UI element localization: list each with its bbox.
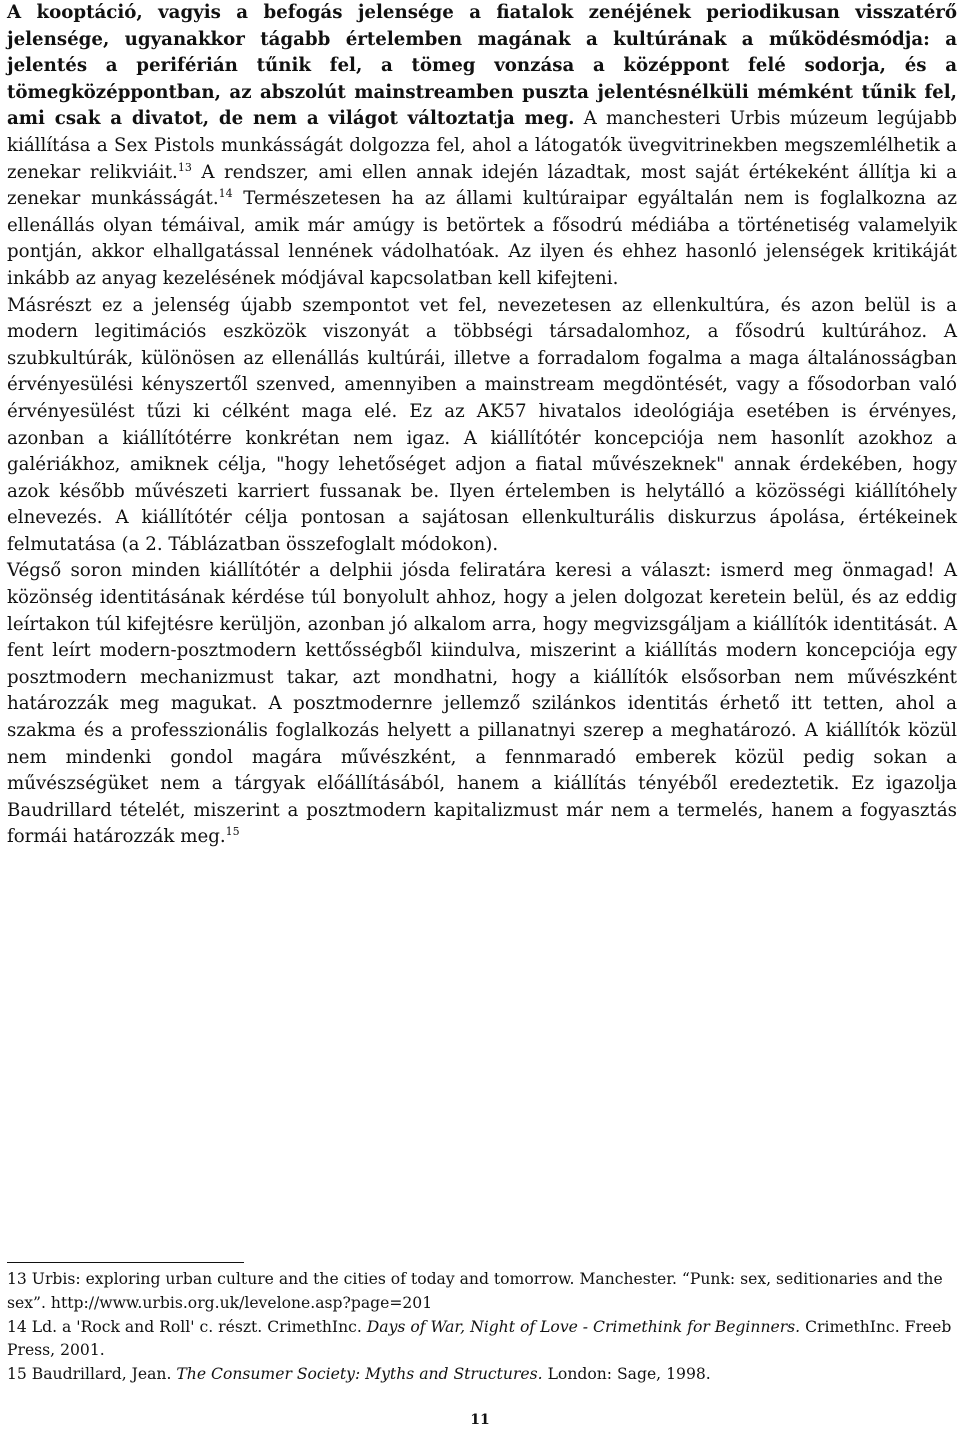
footnote-14 bbox=[7, 1316, 957, 1364]
paragraph-2 bbox=[7, 293, 957, 559]
footnote-14-pre: 14 Ld. a 'Rock and Roll' c. részt. CrimethInc. bbox=[7, 1317, 367, 1336]
footnotes bbox=[7, 1268, 957, 1387]
footnote-13-text: 13 Urbis: exploring urban culture and the cities of today and tomorrow. Manchester. “Punk: sex, seditionaries and the sex”. http://www.urbis.org.uk/levelone.asp?page=201 bbox=[7, 1270, 943, 1312]
footnote-ref-14[interactable]: 14 bbox=[218, 187, 233, 201]
paragraph-3-text: Végső soron minden kiállítótér a delphii jósda feliratára keresi a választ: ismerd meg önmagad! A közönség identitásának kérdése túl bonyolult ahhoz, hogy a jelen dolgozat keretein belül, és az eddig leírtakon túl kifejtésre kerüljön, azonban jó alkalom arra, hogy megvizsgáljam a kiállítók identitását. A fent leírt modern-posztmodern kettősségből kiindulva, miszerint a kiállítás modern koncepciója egy posztmodern mechanizmust takar, azt mondhatni, hogy a kiállítók elsősorban nem művészként határozzák meg magukat. A posztmodernre jellemző szilánkos identitás érhető itt tetten, ahol a szakma és a professzionális foglalkozás helyett a pillanatnyi szerep a meghatározó. A kiállítók közül nem mindenki gondol magára művészként, a fennmaradó emberek közül pedig sokan a művészségüket nem a tárgyak előállításából, hanem a kiállítás tényéből eredeztetik. Ez igazolja Baudrillard tételét, miszerint a posztmodern kapitalizmust már nem a termelés, hanem a fogyasztás formái határozzák meg. bbox=[7, 560, 957, 848]
paragraph-1-text-b: A rendszer, ami ellen annak idején lázadtak, most saját értékeként állítja ki a zenekar munkásságát. bbox=[7, 161, 958, 210]
footnote-14-title: Days of War, Night of Love - Crimethink for Beginners. bbox=[366, 1317, 801, 1336]
paragraph-1 bbox=[7, 0, 957, 293]
footnote-14-post: CrimethInc. Freeb Press, 2001. bbox=[7, 1317, 952, 1360]
footnote-separator bbox=[7, 1262, 244, 1263]
footnote-15-title: The Consumer Society: Myths and Structures. bbox=[176, 1365, 543, 1384]
paragraph-1-text-c: Természetesen ha az állami kultúraipar egyáltalán nem is foglalkozna az ellenállás olyan témáival, amik már amúgy is betörtek a fősodrú médiába a történetiség valamelyik pontján, akkor elhallgatással lennének vádolhatóak. Az ilyen és ehhez hasonló jelenségek kritikáját inkább az anyag kezelésének módjával kapcsolatban kell kifejteni. bbox=[7, 188, 957, 289]
footnote-ref-13[interactable]: 13 bbox=[177, 160, 192, 174]
paragraph-2-text: Másrészt ez a jelenség újabb szempontot vet fel, nevezetesen az ellenkultúra, és azon belül is a modern legitimációs eszközök viszonyát a többségi társadalomhoz, a fősodrú kultúrához. A szubkultúrák, különösen az ellenállás kultúrái, illetve a forradalom fogalma a maga általánosságban érvényesülési kényszertől szenved, amennyiben a mainstream megdöntését, vagy a fősodorban való érvényesülést tűzi ki célként maga elé. Ez az AK57 hivatalos ideológiája esetében is érvényes, azonban a kiállítótérre konkrétan nem igaz. A kiállítótér koncepciója nem hasonlít azokhoz a galériákhoz, amiknek célja, "hogy lehetőséget adjon a fiatal művészeknek" annak érdekében, hogy azok később művészeti karriert fussanak be. Ilyen értelemben is helytálló a közösségi kiállítóhely elnevezés. A kiállítótér célja pontosan a sajátosan ellenkulturális diskurzus ápolása, értékeinek felmutatása (a 2. Táblázatban összefoglalt módokon). bbox=[7, 294, 957, 555]
bold-lead-sentence: A kooptáció, vagyis a befogás jelensége a fiatalok zenéjének periodikusan visszatérő jelensége, ugyanakkor tágabb értelemben magának a kultúrának a működésmódja: a jelentés a periférián tűnik fel, a tömeg vonzása a középpont felé sodorja, és a tömegközéppontban, az abszolút mainstreamben puszta jelentésnélküli mémként tűnik fel, ami csak a divatot, de nem a világot változtatja meg. bbox=[7, 2, 957, 130]
paragraph-1-text-a: A manchesteri Urbis múzeum legújabb kiállítása a Sex Pistols munkásságát dolgozza fel, ahol a látogatók üvegvitrinekben megszemlélhetik a zenekar relikviáit. bbox=[7, 108, 957, 183]
footnote-15 bbox=[7, 1363, 957, 1387]
page-number: 11 bbox=[470, 1412, 490, 1428]
footnote-ref-15[interactable]: 15 bbox=[225, 825, 240, 839]
footnote-15-pre: 15 Baudrillard, Jean. bbox=[7, 1365, 177, 1384]
footnote-15-post: London: Sage, 1998. bbox=[542, 1365, 711, 1384]
footnote-13 bbox=[7, 1268, 957, 1316]
paragraph-3 bbox=[7, 558, 957, 851]
body-text bbox=[7, 0, 957, 851]
